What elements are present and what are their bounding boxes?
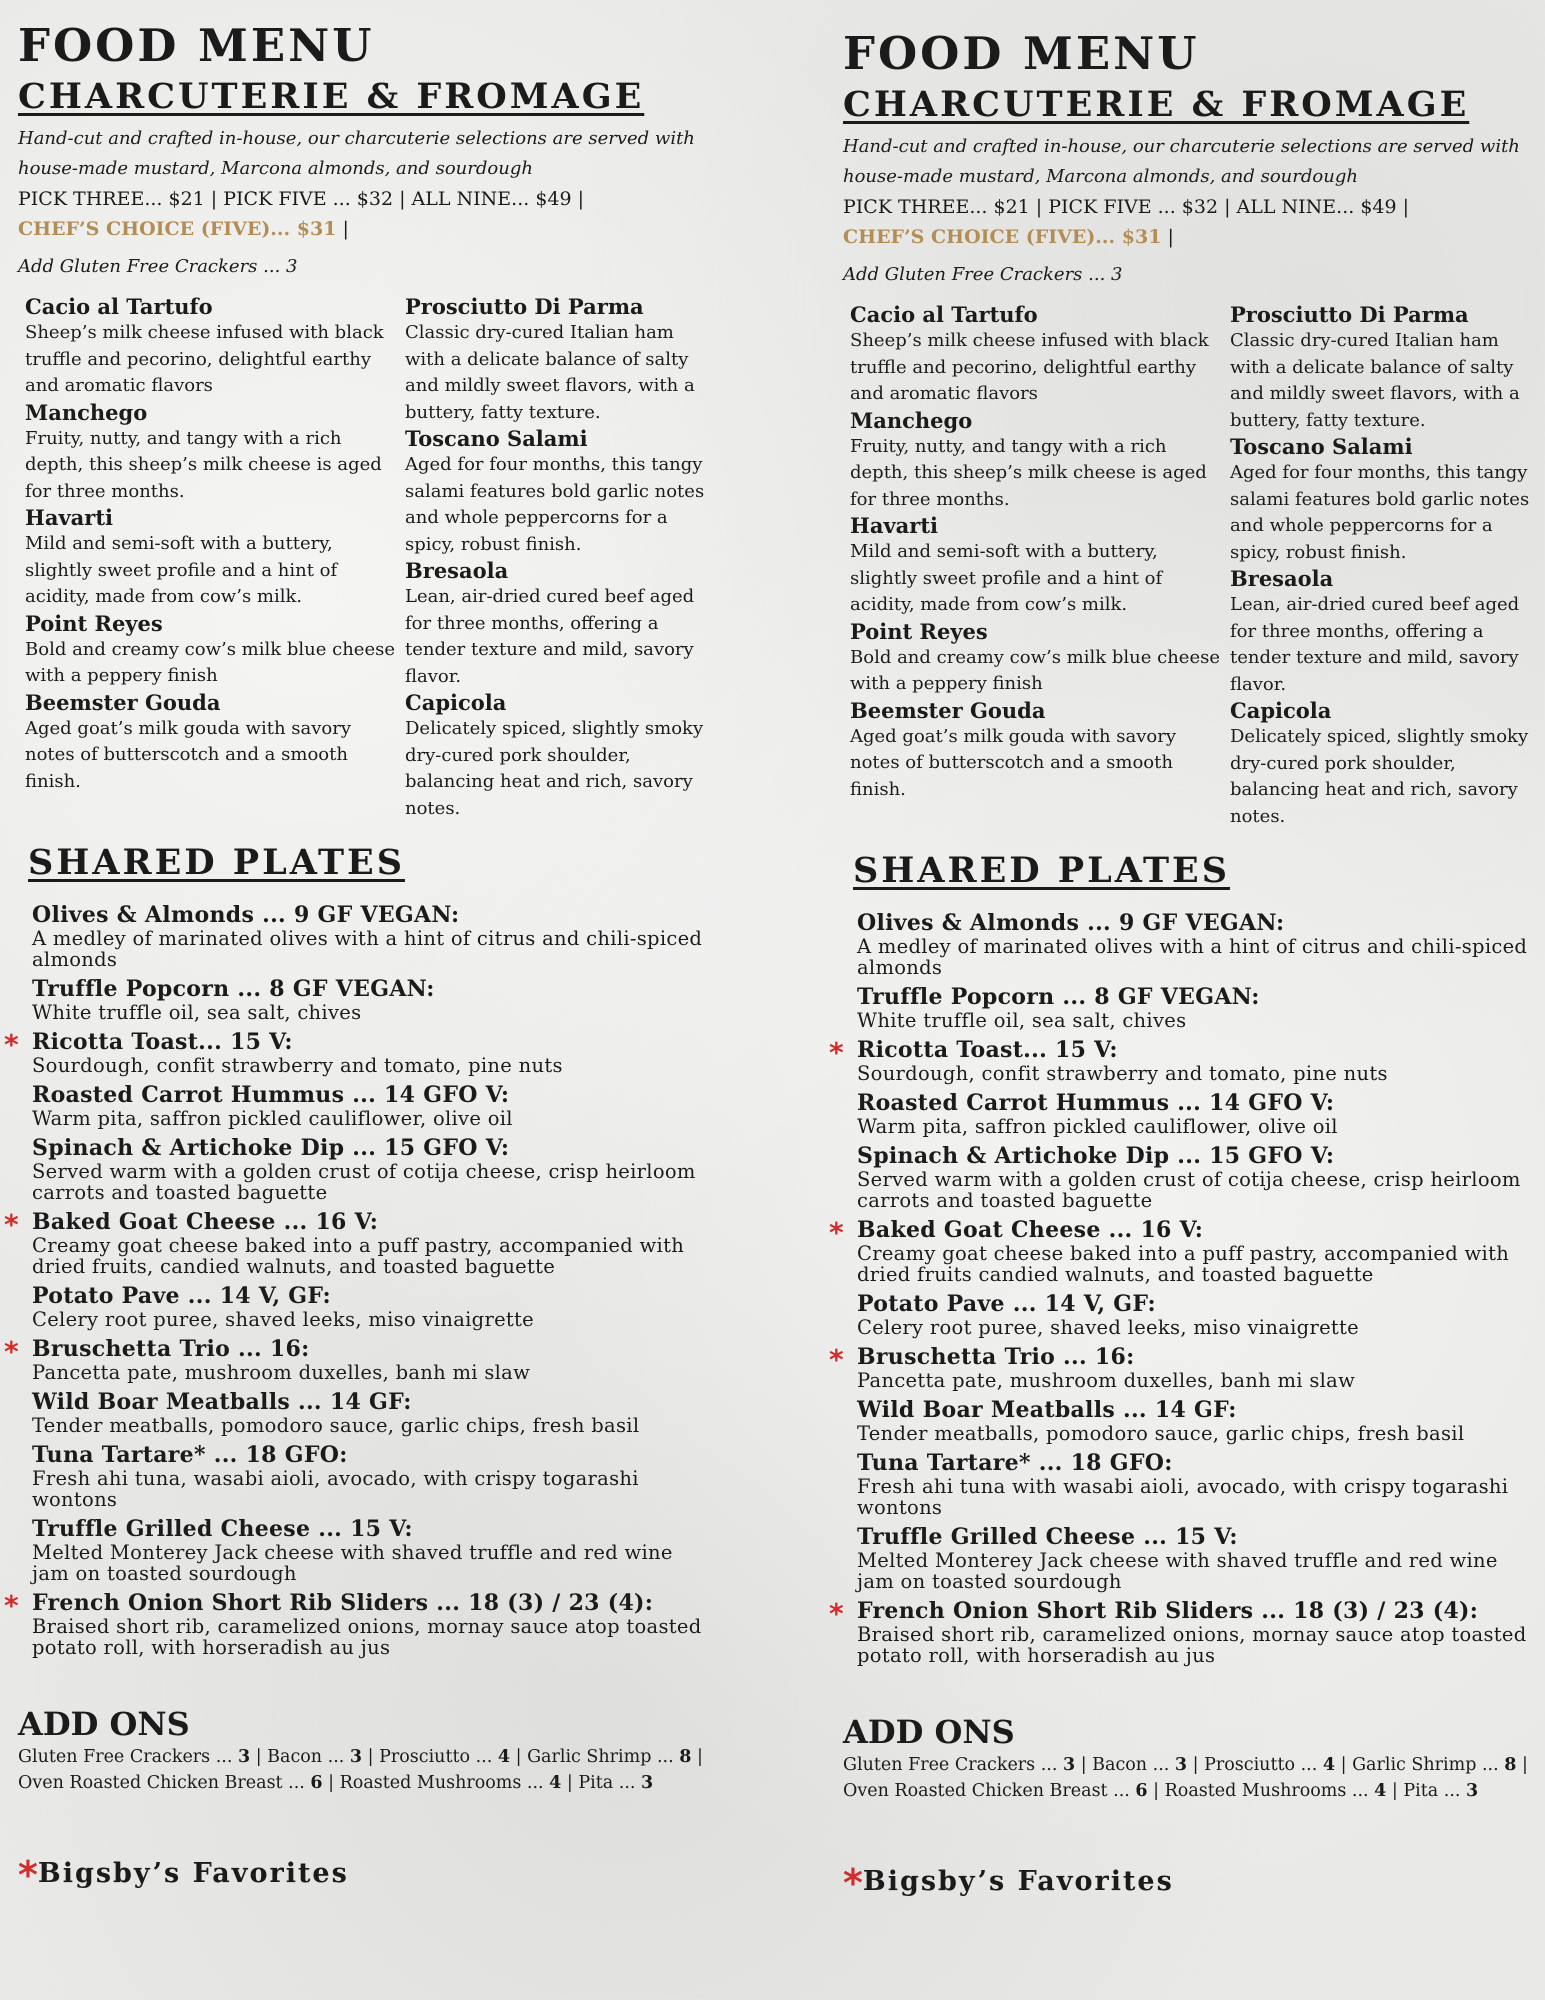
plate-name: Baked Goat Cheese ... 16 V: [857,1217,1204,1243]
plate-desc: Celery root puree, shaved leeks, miso vinaigrette [857,1316,1360,1339]
plate-desc: Sourdough, confit strawberry and tomato, pine nuts [857,1062,1388,1085]
favorite-star-icon: * [829,1036,844,1069]
favorite-star-icon: * [4,1028,19,1061]
shared-plates-heading: SHARED PLATES [853,850,1230,891]
addon-label: | Bacon ... [1075,1755,1175,1775]
charcuterie-item [850,619,1230,698]
charcuterie-item [405,294,705,426]
item-desc: Classic dry-cured Italian ham with a delicate balance of salty and mildly sweet flavors, with a buttery, fatty texture. [1230,330,1520,431]
pricing-text: PICK THREE... $21 | PICK FIVE ... $32 | ALL NINE... $49 | [18,188,585,210]
item-name: Capicola [405,690,507,715]
plate-desc: Served warm with a golden crust of cotija cheese, crisp heirloom carrots and toasted baguette [857,1168,1521,1212]
plate-name: Truffle Popcorn ... 8 GF VEGAN: [857,984,1260,1010]
chef-choice-bar: | [1161,226,1174,248]
item-name: Manchego [25,399,148,425]
shared-plates-heading: SHARED PLATES [28,842,405,883]
add-ons-list [843,1752,1543,1804]
plate-desc: White truffle oil, sea salt, chives [857,1009,1187,1032]
shared-plate-item [853,910,1545,978]
item-desc: Lean, air-dried cured beef aged for three months, offering a tender texture and mild, savory flavor. [1230,594,1520,695]
menu-page-right [829,8,1545,1905]
shared-plate-item [853,1291,1545,1338]
addon-price: 6 [310,1773,323,1793]
addon-price: 3 [349,1747,363,1767]
charcuterie-pricing [18,184,738,244]
charcuterie-heading: CHARCUTERIE & FROMAGE [18,76,645,117]
plate-desc: Fresh ahi tuna, wasabi aioli, avocado, with crispy togarashi wontons [32,1467,639,1511]
item-desc: Aged for four months, this tangy salami features bold garlic notes and whole peppercorns for a spicy, robust finish. [1230,462,1530,563]
charcuterie-grid [18,294,738,822]
item-name: Capicola [1230,698,1332,723]
addon-price: 3 [641,1773,654,1793]
add-ons-heading: ADD ONS [843,1713,1015,1751]
charcuterie-item [25,611,405,690]
addon-label: Oven Roasted Chicken Breast ... [18,1773,311,1793]
plate-desc: Braised short rib, caramelized onions, mornay sauce atop toasted potato roll, with horseradish au jus [857,1623,1527,1667]
addon-label: Oven Roasted Chicken Breast ... [843,1781,1136,1801]
addon-label: | Roasted Mushrooms ... [322,1773,550,1793]
item-name: Havarti [850,513,938,538]
item-desc: Mild and semi-soft with a buttery, slightly sweet profile and a hint of acidity, made from cow’s milk. [25,533,338,607]
plate-name: Potato Pave ... 14 V, GF: [857,1291,1156,1317]
plate-desc: A medley of marinated olives with a hint of citrus and chili-spiced almonds [857,935,1528,979]
shared-plate-item [28,1082,738,1129]
shared-plate-item [853,1090,1545,1137]
addon-label: | Garlic Shrimp ... [1335,1755,1505,1775]
plate-name: Roasted Carrot Hummus ... 14 GFO V: [857,1090,1335,1116]
item-desc: Bold and creamy cow’s milk blue cheese with a peppery finish [25,638,395,686]
plate-desc: Served warm with a golden crust of cotija cheese, crisp heirloom carrots and toasted baguette [32,1160,696,1204]
plate-desc: Tender meatballs, pomodoro sauce, garlic chips, fresh basil [32,1414,640,1437]
gluten-free-note: Add Gluten Free Crackers ... 3 [18,256,298,277]
addon-price: 4 [1322,1755,1336,1775]
favorites-legend [18,1853,738,1897]
plate-desc: Warm pita, saffron pickled cauliflower, olive oil [32,1107,513,1130]
item-desc: Aged goat’s milk gouda with savory notes of butterscotch and a smooth finish. [25,717,352,792]
menu-title: FOOD MENU [843,27,1200,80]
addon-label: | [1516,1755,1528,1775]
addon-label: | Bacon ... [250,1747,350,1767]
plate-name: Baked Goat Cheese ... 16 V: [32,1209,379,1235]
addon-price: 8 [1504,1755,1517,1775]
plate-name: Olives & Almonds ... 9 GF VEGAN: [857,910,1285,936]
shared-plates-section [829,848,1545,1667]
cheese-column [850,302,1230,830]
plate-desc: Celery root puree, shaved leeks, miso vinaigrette [32,1308,535,1331]
addon-label: | Pita ... [1386,1781,1467,1801]
charcuterie-item [25,690,405,796]
shared-plate-item [829,1036,1545,1085]
charcuterie-item [1230,434,1530,566]
charcuterie-item [1230,302,1530,434]
item-desc: Sheep’s milk cheese infused with black truffle and pecorino, delightful earthy and aromatic flavors [25,322,384,396]
plate-name: Tuna Tartare* ... 18 GFO: [857,1450,1173,1476]
charcuterie-item [1230,566,1530,698]
charcuterie-item [850,302,1230,408]
addon-price: 8 [679,1747,692,1767]
favorites-label: Bigsby’s Favorites [37,1858,349,1889]
shared-plate-item [829,1343,1545,1392]
addon-price: 3 [1466,1781,1479,1801]
favorite-star-icon: * [4,1589,19,1622]
shared-plate-item [853,1143,1545,1211]
shared-plate-item [853,1397,1545,1444]
chef-choice-bar: | [336,218,349,240]
charcuterie-item [405,558,705,690]
charcuterie-item [850,698,1230,804]
plate-name: Bruschetta Trio ... 16: [857,1344,1135,1370]
plate-name: Ricotta Toast... 15 V: [857,1037,1118,1063]
favorites-label: Bigsby’s Favorites [862,1866,1174,1897]
item-desc: Mild and semi-soft with a buttery, slightly sweet profile and a hint of acidity, made from cow’s milk. [850,541,1163,615]
charcuterie-intro: Hand-cut and crafted in-house, our charcuterie selections are served with house-made mustard, Marcona almonds, and sourdough [18,128,695,179]
addon-label: | Prosciutto ... [362,1747,498,1767]
plate-desc: Melted Monterey Jack cheese with shaved truffle and red wine jam on toasted sourdough [857,1549,1498,1593]
item-name: Toscano Salami [405,426,588,451]
addon-price: 4 [497,1747,511,1767]
plate-name: French Onion Short Rib Sliders ... 18 (3) / 23 (4): [857,1598,1479,1624]
favorite-star-icon: * [829,1216,844,1249]
item-desc: Aged for four months, this tangy salami features bold garlic notes and whole peppercorns for a spicy, robust finish. [405,454,705,555]
shared-plate-item [28,1389,738,1436]
shared-plate-item [4,1335,738,1384]
item-desc: Classic dry-cured Italian ham with a delicate balance of salty and mildly sweet flavors, with a buttery, fatty texture. [405,322,695,423]
addon-label: | Garlic Shrimp ... [510,1747,680,1767]
item-name: Manchego [850,407,973,433]
plate-desc: Creamy goat cheese baked into a puff pastry, accompanied with dried fruits, candied walnuts, and toasted baguette [32,1234,685,1278]
shared-plate-item [829,1597,1545,1667]
addon-label: Gluten Free Crackers ... [843,1755,1063,1775]
meat-column [405,294,705,822]
plate-name: Roasted Carrot Hummus ... 14 GFO V: [32,1082,510,1108]
add-ons-section [18,1704,738,1796]
add-ons-heading: ADD ONS [18,1705,190,1743]
plate-name: French Onion Short Rib Sliders ... 18 (3) / 23 (4): [32,1590,654,1616]
addon-price: 3 [1174,1755,1188,1775]
item-name: Point Reyes [25,610,163,636]
addon-label: | [691,1747,703,1767]
charcuterie-intro: Hand-cut and crafted in-house, our charcuterie selections are served with house-made mustard, Marcona almonds, and sourdough [843,136,1520,187]
plate-name: Spinach & Artichoke Dip ... 15 GFO V: [32,1135,510,1161]
item-desc: Sheep’s milk cheese infused with black truffle and pecorino, delightful earthy and aromatic flavors [850,330,1209,404]
charcuterie-item [405,690,705,822]
plate-name: Bruschetta Trio ... 16: [32,1336,310,1362]
pricing-text: PICK THREE... $21 | PICK FIVE ... $32 | ALL NINE... $49 | [843,196,1410,218]
item-desc: Fruity, nutty, and tangy with a rich depth, this sheep’s milk cheese is aged for three months. [850,435,1207,510]
favorite-star-icon: * [18,1853,38,1897]
shared-plate-item [28,976,738,1023]
cheese-column [25,294,405,822]
favorite-star-icon: * [829,1343,844,1376]
plate-name: Truffle Grilled Cheese ... 15 V: [857,1524,1238,1550]
shared-plate-item [853,1524,1545,1592]
plate-desc: A medley of marinated olives with a hint of citrus and chili-spiced almonds [32,927,703,971]
addon-label: | Roasted Mushrooms ... [1147,1781,1375,1801]
plate-desc: Pancetta pate, mushroom duxelles, banh mi slaw [857,1369,1356,1392]
plate-name: Potato Pave ... 14 V, GF: [32,1283,331,1309]
addon-label: | Prosciutto ... [1187,1755,1323,1775]
plate-desc: Tender meatballs, pomodoro sauce, garlic chips, fresh basil [857,1422,1465,1445]
charcuterie-heading: CHARCUTERIE & FROMAGE [843,84,1470,125]
charcuterie-item [850,408,1230,514]
plate-name: Wild Boar Meatballs ... 14 GF: [32,1389,412,1415]
charcuterie-item [25,400,405,506]
shared-plate-item [4,1208,738,1278]
plate-name: Ricotta Toast... 15 V: [32,1029,293,1055]
plate-desc: Sourdough, confit strawberry and tomato, pine nuts [32,1054,563,1077]
plate-desc: Braised short rib, caramelized onions, mornay sauce atop toasted potato roll, with horseradish au jus [32,1615,702,1659]
item-name: Prosciutto Di Parma [405,294,644,319]
addon-label: Gluten Free Crackers ... [18,1747,238,1767]
plate-name: Tuna Tartare* ... 18 GFO: [32,1442,348,1468]
favorites-legend [843,1861,1545,1905]
plate-name: Spinach & Artichoke Dip ... 15 GFO V: [857,1143,1335,1169]
menu-title: FOOD MENU [18,19,375,72]
charcuterie-grid [843,302,1545,830]
charcuterie-item [25,294,405,400]
plate-name: Olives & Almonds ... 9 GF VEGAN: [32,902,460,928]
shared-plate-item [853,984,1545,1031]
menu-page-left [4,0,738,1897]
item-name: Bresaola [1230,566,1334,591]
item-name: Beemster Gouda [850,697,1046,723]
shared-plate-item [4,1589,738,1659]
addon-price: 4 [1374,1781,1387,1801]
item-name: Bresaola [405,558,509,583]
favorite-star-icon: * [829,1597,844,1630]
item-desc: Bold and creamy cow’s milk blue cheese with a peppery finish [850,646,1220,694]
addon-price: 3 [237,1747,251,1767]
addon-label: | Pita ... [561,1773,642,1793]
charcuterie-item [1230,698,1530,830]
item-desc: Delicately spiced, slightly smoky dry-cured pork shoulder, balancing heat and rich, savory notes. [1230,726,1529,827]
meat-column [1230,302,1530,830]
item-name: Havarti [25,505,113,530]
add-ons-section [843,1712,1545,1804]
gluten-free-note: Add Gluten Free Crackers ... 3 [843,264,1123,285]
addon-price: 3 [1062,1755,1076,1775]
addon-price: 6 [1135,1781,1148,1801]
shared-plate-item [829,1216,1545,1286]
shared-plate-item [28,1516,738,1584]
add-ons-list [18,1744,718,1796]
charcuterie-item [405,426,705,558]
item-desc: Aged goat’s milk gouda with savory notes of butterscotch and a smooth finish. [850,725,1177,800]
shared-plate-item [28,1442,738,1510]
favorite-star-icon: * [4,1335,19,1368]
chef-choice-price: CHEF’S CHOICE (FIVE)... $31 [843,226,1162,248]
plate-desc: Warm pita, saffron pickled cauliflower, olive oil [857,1115,1338,1138]
shared-plate-item [4,1028,738,1077]
charcuterie-item [850,513,1230,619]
plate-name: Truffle Grilled Cheese ... 15 V: [32,1516,413,1542]
favorite-star-icon: * [843,1861,863,1905]
item-name: Cacio al Tartufo [25,294,213,319]
shared-plate-item [28,902,738,970]
item-desc: Delicately spiced, slightly smoky dry-cured pork shoulder, balancing heat and rich, savory notes. [405,718,704,819]
item-name: Cacio al Tartufo [850,302,1038,327]
item-desc: Lean, air-dried cured beef aged for three months, offering a tender texture and mild, savory flavor. [405,586,695,687]
plate-desc: Fresh ahi tuna with wasabi aioli, avocado, with crispy togarashi wontons [857,1475,1509,1519]
charcuterie-item [25,505,405,611]
item-name: Beemster Gouda [25,689,221,715]
charcuterie-pricing [843,192,1545,252]
item-name: Prosciutto Di Parma [1230,302,1469,327]
favorite-star-icon: * [4,1208,19,1241]
item-desc: Fruity, nutty, and tangy with a rich depth, this sheep’s milk cheese is aged for three months. [25,427,382,502]
plate-desc: Pancetta pate, mushroom duxelles, banh mi slaw [32,1361,531,1384]
plate-desc: White truffle oil, sea salt, chives [32,1001,362,1024]
plate-desc: Melted Monterey Jack cheese with shaved truffle and red wine jam on toasted sourdough [32,1541,673,1585]
shared-plates-section [4,840,738,1659]
plate-name: Wild Boar Meatballs ... 14 GF: [857,1397,1237,1423]
shared-plate-item [853,1450,1545,1518]
plate-desc: Creamy goat cheese baked into a puff pastry, accompanied with dried fruits candied walnuts, and toasted baguette [857,1242,1510,1286]
chef-choice-price: CHEF’S CHOICE (FIVE)... $31 [18,218,337,240]
addon-price: 4 [549,1773,562,1793]
item-name: Toscano Salami [1230,434,1413,459]
shared-plate-item [28,1135,738,1203]
item-name: Point Reyes [850,618,988,644]
shared-plate-item [28,1283,738,1330]
plate-name: Truffle Popcorn ... 8 GF VEGAN: [32,976,435,1002]
